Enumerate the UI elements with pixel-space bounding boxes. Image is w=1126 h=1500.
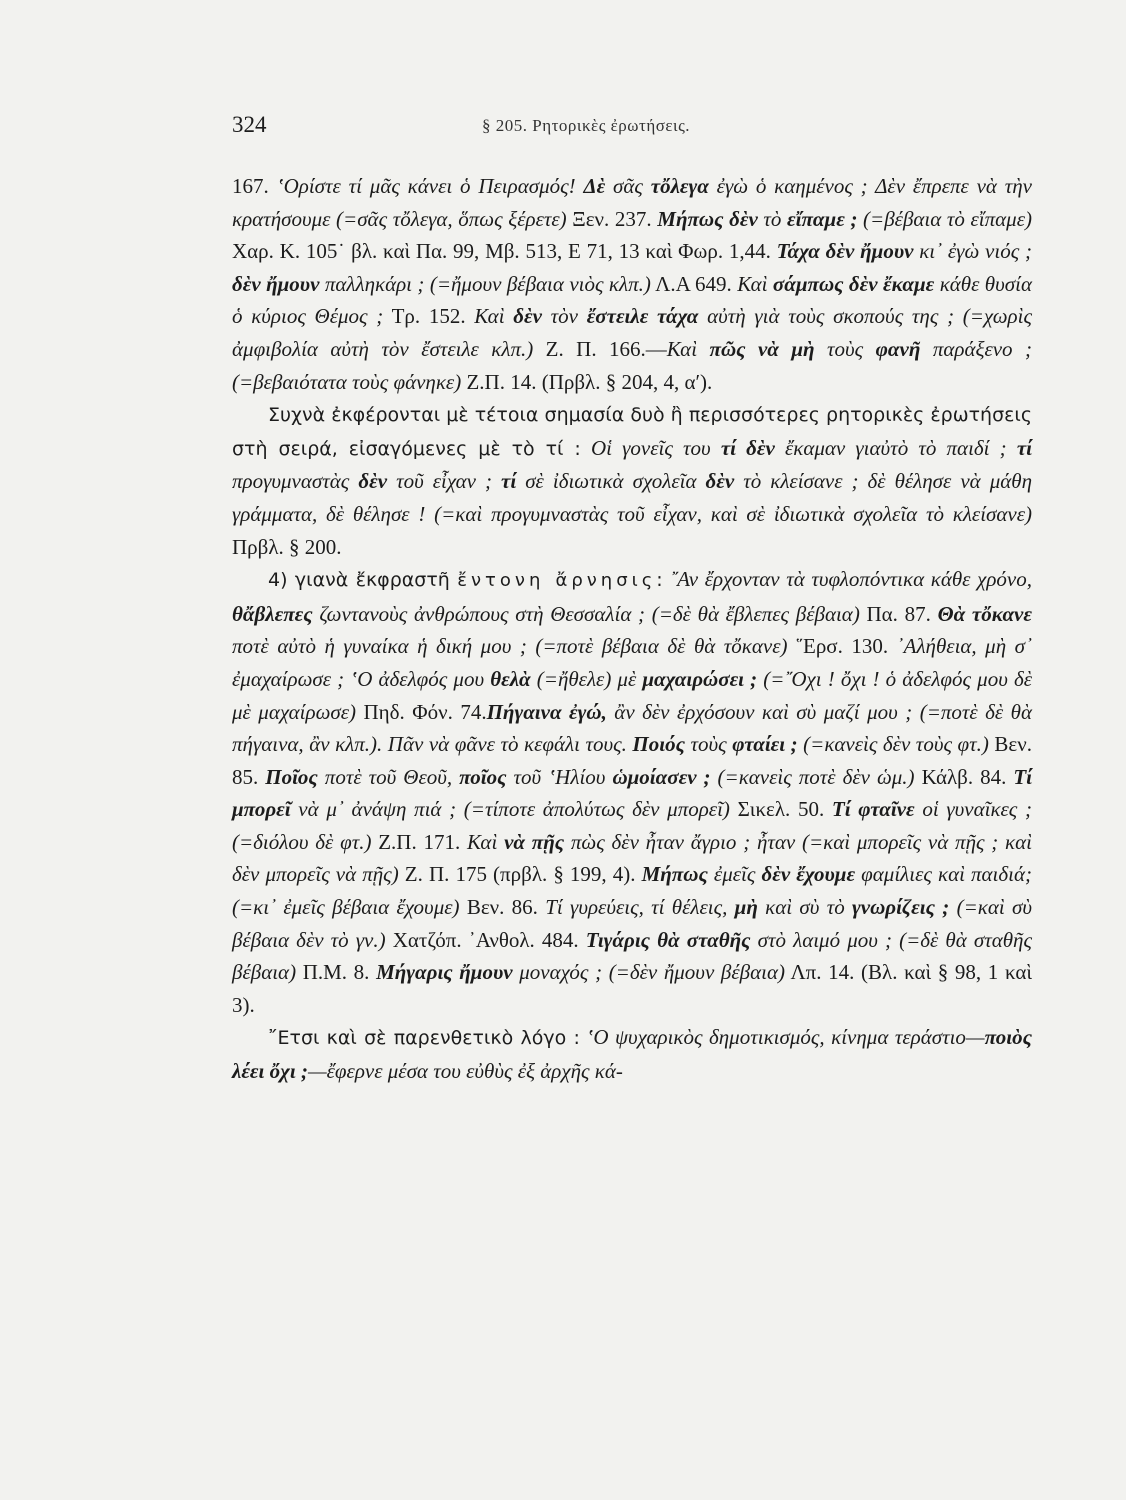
- emphasis-text: Τάχα δὲν ἤμουν: [776, 239, 914, 264]
- text-run: Καὶ: [467, 829, 505, 854]
- text-run: Πηδ. Φόν. 74.: [356, 699, 487, 724]
- paragraph: [232, 170, 1032, 398]
- text-run: ζωντανοὺς ἀνθρώπους στὴ Θεσσαλία ; (=δὲ θὰ ἔβλεπες βέβαια): [312, 601, 860, 626]
- text-run: μοναχός ; (=δὲν ἤμουν βέβαια): [512, 960, 785, 985]
- text-run: Καὶ: [474, 304, 514, 329]
- text-run: Χατζόπ. ᾿Ανθολ. 484.: [385, 927, 586, 952]
- emphasis-text: Πήγαινα ἐγώ,: [486, 699, 607, 724]
- text-run: ἐμεῖς: [707, 862, 762, 887]
- text-run: Συχνὰ ἐκφέρονται μὲ τέτοια σημασία δυὸ ἢ περισσότερες ρητορικὲς ἐρωτήσεις στὴ σειρά, εἰσαγόμενες μὲ τὸ τί :: [232, 404, 1032, 460]
- emphasis-text: θελὰ: [490, 666, 531, 691]
- emphasis-text: τὄλεγα: [650, 174, 709, 198]
- emphasis-text: Θὰ τὄκανε: [937, 601, 1032, 626]
- text-run: (=κανεὶς δὲν τοὺς φτ.): [797, 732, 989, 757]
- text-run: ῞Ερσ. 130.: [787, 634, 897, 659]
- paragraph: [232, 1021, 1032, 1087]
- emphasis-text: Δὲ: [583, 174, 606, 198]
- text-run: πὼς δὲν ἦταν ἄγριο ; ἦταν (=καὶ μπορεῖς νὰ πῇς ; καὶ δὲν μπορεῖς νὰ πῇς): [232, 829, 1032, 887]
- text-run: τὸ κλείσανε ; δὲ θέλησε νὰ μάθη γράμματα, δὲ θέλησε ! (=καὶ προγυμναστὰς τοῦ εἶχαν, καὶ σὲ ἰδιωτικὰ σχολεῖα τὸ κλείσανε): [232, 469, 1032, 526]
- emphasis-text: μαχαιρώσει ;: [642, 666, 758, 691]
- text-run: φαμίλιες καὶ παιδιά; (=κι᾽ ἐμεῖς βέβαια ἔχουμε): [232, 862, 1033, 920]
- text-run: αὐτὴ γιὰ τοὺς σκοπούς της ; (=χωρὶς ἀμφιβολία αὐτὴ τὸν ἔστειλε κλπ.): [232, 304, 1032, 361]
- emphasis-text: Ποιός: [632, 732, 685, 757]
- emphasis-text: πῶς νὰ μὴ: [709, 336, 815, 361]
- text-run: (=βέβαια τὸ εἴπαμε): [857, 206, 1032, 231]
- text-run: Κάλβ. 84.: [914, 764, 1014, 789]
- text-run: καὶ σὺ τὸ: [757, 895, 853, 920]
- text-run: ᾿Αλήθεια, μὴ σ᾽ ἐμαχαίρωσε ; ʽΟ ἀδελφός μου: [232, 634, 1032, 691]
- emphasis-text: τί δὲν: [720, 435, 775, 460]
- text-run: 167.: [232, 174, 277, 198]
- text-run: 4) γιανὰ ἔκφραστῆ: [268, 569, 458, 592]
- running-head: § 205. Ρητορικὲς ἐρωτήσεις.: [482, 116, 691, 135]
- paragraph: [232, 398, 1032, 563]
- text-run: Ζ.Π. 171.: [371, 829, 468, 854]
- emphasis-text: Ποῖος: [265, 764, 318, 789]
- text-run: ἔκαμαν γιαὐτὸ τὸ παιδί ;: [774, 435, 1017, 460]
- emphasis-text: φανῆ: [875, 336, 921, 361]
- emphasis-text: τί: [1016, 435, 1032, 460]
- text-run: Λπ. 14. (Βλ. καὶ § 98, 1 καὶ 3).: [232, 960, 1032, 1017]
- text-run: Τρ. 152.: [383, 304, 475, 329]
- text-run: (=καὶ σὺ βέβαια δὲν τὸ γν.): [232, 895, 1032, 952]
- emphasis-text: ποιὸς λέει ὄχι ;: [232, 1025, 1032, 1084]
- emphasis-text: ἔστειλε τάχα: [586, 304, 699, 329]
- emphasis-text: Τί μπορεῖ: [232, 764, 1033, 822]
- book-page: [232, 112, 1032, 1088]
- text-run: Ζ. Π. 166.—: [533, 336, 667, 361]
- body-text: [232, 170, 1032, 1088]
- text-run: παράξενο ; (=βεβαιότατα τοὺς φάνηκε): [232, 336, 1032, 394]
- text-run: σὲ ἰδιωτικὰ σχολεῖα: [516, 469, 706, 494]
- text-run: παλληκάρι ; (=ἤμουν βέβαια νιὸς κλπ.): [319, 271, 651, 296]
- text-run: Τί γυρεύεις, τί θέλεις,: [545, 895, 735, 920]
- text-run: Π.Μ. 8.: [296, 960, 377, 985]
- text-run: σᾶς: [605, 174, 651, 198]
- emphasis-text: δὲν: [513, 304, 542, 329]
- text-run: Ζ. Π. 175 (πρβλ. § 199, 4).: [398, 862, 642, 887]
- text-run: Πα. 87.: [859, 601, 938, 626]
- emphasis-text: νὰ πῇς: [504, 829, 565, 854]
- page-header: [232, 112, 1032, 148]
- text-run: κάθε θυσία ὁ κύριος Θέμος ;: [232, 271, 1032, 329]
- text-run: Καὶ: [666, 336, 710, 361]
- text-run: Σικελ. 50.: [729, 797, 832, 822]
- text-run: (=῎Οχι ! ὄχι ! ὁ ἀδελφός μου δὲ μὲ μαχαίρωσε): [232, 666, 1032, 724]
- emphasis-text: Μήπως δὲν: [657, 206, 758, 231]
- text-run: τὸν: [541, 304, 587, 329]
- text-run: ποτὲ αὐτὸ ἡ γυναίκα ἡ δική μου ; (=ποτὲ βέβαια δὲ θὰ τὄκανε): [232, 634, 788, 659]
- emphasis-text: δὲν: [705, 469, 735, 494]
- paragraph: [232, 563, 1032, 1021]
- text-run: ʽΟ ψυχαρικὸς δημοτικισμός, κίνημα τεράστιο—: [579, 1025, 985, 1050]
- text-run: τοὺς: [814, 336, 876, 361]
- text-run: ἔντονη ἄρνησις: [457, 570, 657, 592]
- text-run: οἱ γυναῖκες ; (=διόλου δὲ φτ.): [232, 797, 1032, 854]
- emphasis-text: τί: [501, 469, 517, 494]
- text-run: —ἔφερνε μέσα του εὐθὺς ἐξ ἀρχῆς κά-: [307, 1059, 623, 1084]
- text-run: ἂν δὲν ἐρχόσουν καὶ σὺ μαζί μου ; (=ποτὲ δὲ θὰ πήγαινα, ἂν κλπ.). Πᾶν νὰ φᾶνε τὸ κεφάλι τους.: [232, 699, 1033, 757]
- text-run: τὸ: [757, 206, 788, 231]
- text-run: νὰ μ᾽ ἀνάψη πιά ; (=τίποτε ἀπολύτως δὲν μπορεῖ): [290, 797, 730, 822]
- text-run: Ζ.Π. 14. (Πρβλ. § 204, 4, α′).: [461, 369, 713, 394]
- emphasis-text: εἴπαμε ;: [787, 206, 858, 231]
- emphasis-text: σάμπως δὲν ἔκαμε: [772, 271, 935, 296]
- text-run: Πρβλ. § 200.: [232, 534, 342, 559]
- text-run: ποτὲ τοῦ Θεοῦ,: [317, 764, 460, 789]
- text-run: Βεν. 85.: [232, 732, 1032, 789]
- text-run: τοὺς: [684, 732, 733, 757]
- text-run: Οἱ γονεῖς του: [580, 435, 721, 460]
- text-run: ῎Ετσι καὶ σὲ παρενθετικὸ λόγο :: [268, 1027, 580, 1050]
- text-run: :: [656, 569, 671, 592]
- text-run: κι᾽ ἐγὼ νιός ;: [913, 239, 1032, 264]
- text-run: τοῦ εἶχαν ;: [387, 469, 502, 494]
- text-run: ἐγὼ ὁ καημένος ; Δὲν ἔπρεπε νὰ τὴν κρατήσουμε (=σᾶς τὄλεγα, ὅπως ξέρετε): [232, 174, 1033, 231]
- text-run: ʽΟρίστε τί μᾶς κάνει ὁ Πειρασμός!: [276, 174, 584, 198]
- text-run: Λ.Α 649.: [650, 271, 738, 296]
- text-run: Καὶ: [737, 271, 773, 296]
- emphasis-text: Μήγαρις ἤμουν: [376, 960, 513, 985]
- text-run: Ξεν. 237.: [566, 206, 658, 231]
- emphasis-text: φταίει ;: [732, 732, 798, 757]
- emphasis-text: Τιγάρις θὰ σταθῆς: [585, 927, 751, 952]
- text-run: ῎Αν ἔρχονταν τὰ τυφλοπόντικα κάθε χρόνο,: [670, 567, 1032, 592]
- emphasis-text: γνωρίζεις ;: [852, 895, 950, 920]
- emphasis-text: δὲν: [358, 469, 388, 494]
- emphasis-text: μὴ: [734, 895, 758, 920]
- emphasis-text: δὲν ἤμουν: [232, 271, 320, 296]
- emphasis-text: θἄβλεπες: [232, 601, 313, 626]
- text-run: Χαρ. Κ. 105˙ βλ. καὶ Πα. 99, Μβ. 513, Ε 71, 13 καὶ Φωρ. 1,44.: [232, 239, 777, 264]
- emphasis-text: Μήπως: [641, 862, 708, 887]
- text-run: Βεν. 86.: [459, 895, 546, 920]
- emphasis-text: ὡμοίασεν ;: [612, 764, 711, 789]
- emphasis-text: ποῖος: [459, 764, 507, 789]
- text-run: στὸ λαιμό μου ; (=δὲ θὰ σταθῆς βέβαια): [232, 927, 1032, 985]
- text-run: τοῦ ʽΗλίου: [506, 764, 613, 789]
- emphasis-text: Τί φταῖνε: [831, 797, 915, 822]
- text-run: (=κανεὶς ποτὲ δὲν ὡμ.): [710, 764, 915, 789]
- text-run: (=ἤθελε) μὲ: [530, 666, 643, 691]
- page-number: 324: [232, 112, 267, 137]
- emphasis-text: δὲν ἔχουμε: [761, 862, 856, 887]
- text-run: προγυμναστὰς: [232, 469, 359, 494]
